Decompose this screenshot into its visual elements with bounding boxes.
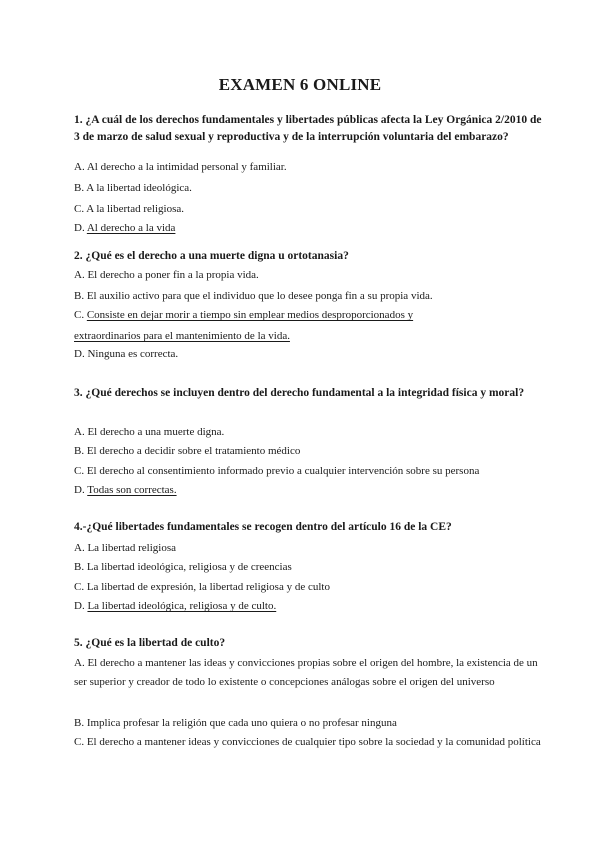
correct-answer: Todas son correctas. bbox=[87, 484, 177, 496]
correct-answer: Al derecho a la vida bbox=[86, 222, 176, 234]
page-title: EXAMEN 6 ONLINE bbox=[218, 75, 382, 94]
q4-option-a: A. La libertad religiosa bbox=[74, 542, 177, 554]
question-1: 1. ¿A cuál de los derechos fundamentales y libertades públicas afecta la Ley Orgánica 2/2010 de 3 de marzo de salud sexual y reproductiva y de la interrupción voluntaria del embarazo? bbox=[74, 114, 542, 143]
q2-option-c bbox=[74, 306, 544, 325]
q1-option-a: A. Al derecho a la intimidad personal y familiar. bbox=[74, 161, 287, 173]
question-3: 3. ¿Qué derechos se incluyen dentro del derecho fundamental a la integridad física y moral? bbox=[74, 387, 525, 399]
q2-option-c-continued bbox=[74, 327, 544, 346]
q1-option-b: B. A la libertad ideológica. bbox=[74, 182, 192, 194]
q1-option-c: C. A la libertad religiosa. bbox=[74, 203, 184, 215]
correct-answer: Consiste en dejar morir a tiempo sin emplear medios desproporcionados y bbox=[86, 309, 414, 321]
q4-option-b: B. La libertad ideológica, religiosa y de creencias bbox=[74, 561, 292, 573]
q3-option-d bbox=[74, 481, 544, 500]
correct-answer-continued: extraordinarios para el mantenimiento de la vida. bbox=[74, 330, 290, 342]
q5-option-a: A. El derecho a mantener las ideas y convicciones propias sobre el origen del hombre, la existencia de un ser superior y creador de todo lo existente o concepciones análogas sobre el origen del universo bbox=[74, 657, 538, 688]
q4-option-c: C. La libertad de expresión, la libertad religiosa y de culto bbox=[74, 581, 330, 593]
question-2: 2. ¿Qué es el derecho a una muerte digna u ortotanasia? bbox=[74, 250, 349, 262]
option-letter: D. bbox=[74, 600, 88, 612]
option-letter: D. bbox=[74, 222, 87, 234]
option-letter: C. bbox=[74, 309, 87, 321]
correct-answer: La libertad ideológica, religiosa y de culto. bbox=[87, 600, 277, 612]
q2-option-d: D. Ninguna es correcta. bbox=[74, 348, 179, 360]
q2-option-a: A. El derecho a poner fin a la propia vida. bbox=[74, 269, 259, 281]
option-letter: D. bbox=[74, 484, 88, 496]
q4-option-d bbox=[74, 597, 544, 616]
q3-option-b: B. El derecho a decidir sobre el tratamiento médico bbox=[74, 445, 301, 457]
q3-option-a: A. El derecho a una muerte digna. bbox=[74, 426, 225, 438]
q3-option-c: C. El derecho al consentimiento informado previo a cualquier intervención sobre su persona bbox=[74, 465, 480, 477]
q2-option-b: B. El auxilio activo para que el individuo que lo desee ponga fin a su propia vida. bbox=[74, 290, 433, 302]
q5-option-b: B. Implica profesar la religión que cada uno quiera o no profesar ninguna bbox=[74, 717, 397, 729]
q1-option-d bbox=[74, 219, 544, 238]
question-5: 5. ¿Qué es la libertad de culto? bbox=[74, 637, 226, 649]
q5-option-c: C. El derecho a mantener ideas y convicciones de cualquier tipo sobre la sociedad y la comunidad política bbox=[74, 736, 541, 748]
question-4: 4.-¿Qué libertades fundamentales se recogen dentro del artículo 16 de la CE? bbox=[74, 521, 452, 533]
